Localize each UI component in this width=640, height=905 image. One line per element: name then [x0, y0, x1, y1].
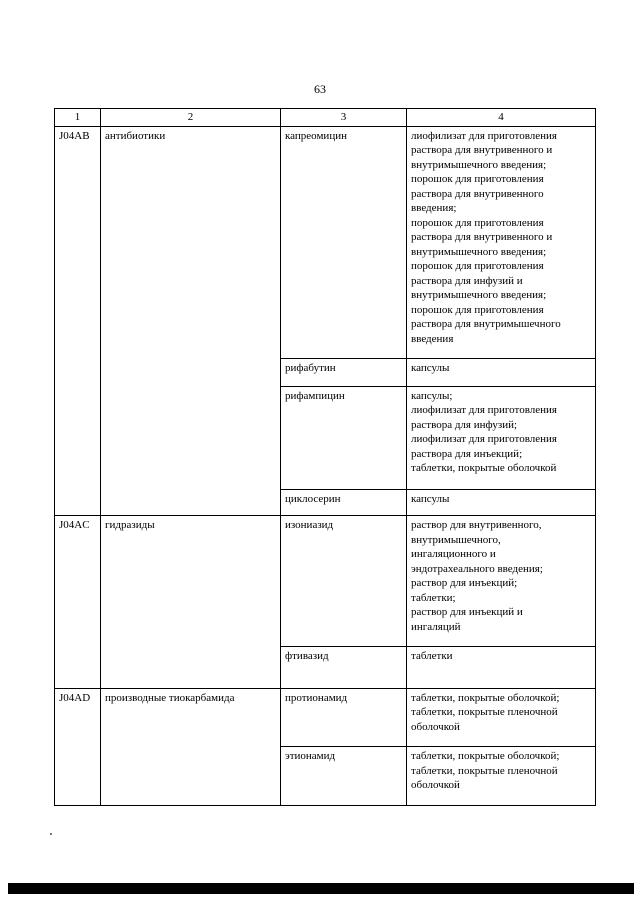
dosage-forms — [407, 747, 596, 806]
drug-name: протионамид — [281, 688, 407, 747]
dosage-form-line: таблетки — [411, 650, 453, 662]
dosage-form-line: раствора для внутривенного и — [411, 231, 553, 243]
dosage-form-line: введения — [411, 332, 454, 345]
dosage-form-line: раствор для инъекций; — [411, 577, 518, 589]
dosage-form-line: таблетки, покрытые оболочкой; — [411, 691, 560, 704]
dosage-forms — [407, 359, 596, 387]
atc-code: J04AC — [55, 516, 101, 689]
dosage-form-line: раствора для внутривенного и — [411, 144, 553, 156]
dosage-form-line: капсулы — [411, 492, 450, 505]
group-name: антибиотики — [101, 126, 281, 516]
dosage-form-line: введения; — [411, 202, 457, 214]
drug-name: рифабутин — [281, 359, 407, 387]
dosage-form-line: внутримышечного введения; — [411, 245, 547, 258]
dosage-form-line: лиофилизат для приготовления — [411, 129, 557, 142]
drug-name: циклосерин — [281, 489, 407, 516]
table-row — [55, 516, 596, 647]
dosage-form-line: лиофилизат для приготовления — [411, 404, 557, 416]
group-name: гидразиды — [101, 516, 281, 689]
drug-table — [54, 108, 596, 806]
drug-name: этионамид — [281, 747, 407, 806]
dosage-form-line: эндотрахеального введения; — [411, 562, 543, 575]
dosage-form-line: таблетки, покрытые оболочкой — [411, 462, 557, 474]
dosage-forms — [407, 647, 596, 689]
dosage-form-line: раствора для инфузий; — [411, 418, 518, 431]
table-row — [55, 688, 596, 747]
dosage-form-line: раствора для внутримышечного — [411, 318, 561, 330]
drug-name: фтивазид — [281, 647, 407, 689]
scan-bottom-bar — [8, 883, 634, 894]
table-row — [55, 126, 596, 359]
dosage-form-line: раствора для инъекций; — [411, 447, 523, 460]
drug-name: рифампицин — [281, 386, 407, 489]
dosage-form-line: раствор для внутривенного, — [411, 519, 542, 531]
dosage-form-line: лиофилизат для приготовления — [411, 433, 557, 445]
dosage-form-line: порошок для приготовления — [411, 303, 544, 316]
dosage-form-line: капсулы — [411, 362, 450, 374]
dosage-form-line: порошок для приготовления — [411, 216, 544, 229]
dosage-form-line: таблетки; — [411, 591, 456, 604]
scan-speck — [50, 833, 52, 835]
dosage-form-line: ингаляций — [411, 620, 461, 633]
dosage-form-line: таблетки, покрытые пленочной — [411, 764, 558, 777]
header-col-1: 1 — [55, 109, 101, 127]
atc-code: J04AB — [55, 126, 101, 516]
header-col-3: 3 — [281, 109, 407, 127]
header-col-4: 4 — [407, 109, 596, 127]
dosage-form-line: внутримышечного, — [411, 533, 501, 546]
dosage-form-line: раствор для инъекций и — [411, 606, 523, 618]
dosage-form-line: таблетки, покрытые оболочкой; — [411, 750, 560, 762]
dosage-forms — [407, 489, 596, 516]
dosage-form-line: внутримышечного введения; — [411, 289, 547, 301]
dosage-form-line: порошок для приготовления — [411, 173, 544, 185]
dosage-form-line: оболочкой — [411, 779, 460, 791]
dosage-form-line: капсулы; — [411, 389, 453, 402]
dosage-forms — [407, 126, 596, 359]
dosage-form-line: порошок для приготовления — [411, 260, 544, 272]
dosage-forms — [407, 386, 596, 489]
header-row — [55, 109, 596, 127]
dosage-form-line: оболочкой — [411, 720, 460, 733]
page-number: 63 — [314, 82, 326, 96]
drug-name: изониазид — [281, 516, 407, 647]
header-col-2: 2 — [101, 109, 281, 127]
dosage-forms — [407, 516, 596, 647]
dosage-form-line: ингаляционного и — [411, 548, 496, 560]
dosage-form-line: внутримышечного введения; — [411, 158, 547, 171]
dosage-form-line: таблетки, покрытые пленочной — [411, 706, 558, 718]
dosage-form-line: раствора для внутривенного — [411, 187, 544, 200]
group-name: производные тиокарбамида — [101, 688, 281, 805]
drug-name: капреомицин — [281, 126, 407, 359]
dosage-form-line: раствора для инфузий и — [411, 274, 523, 287]
atc-code: J04AD — [55, 688, 101, 805]
dosage-forms — [407, 688, 596, 747]
